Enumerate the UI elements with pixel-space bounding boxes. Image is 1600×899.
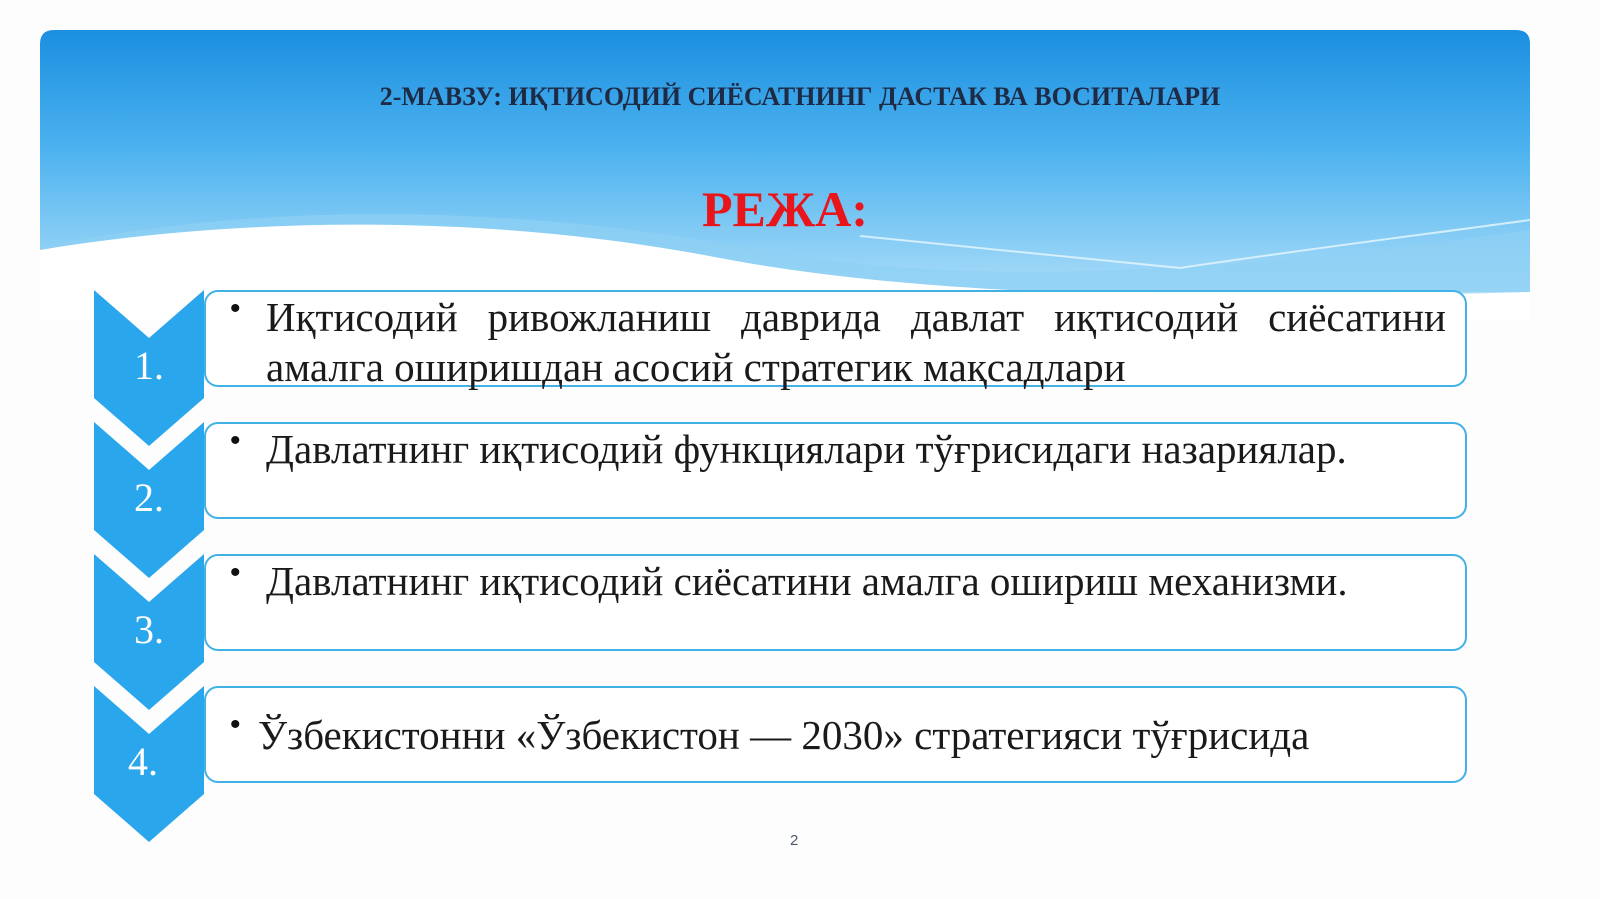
item-box	[204, 422, 1467, 519]
bullet-icon: •	[230, 424, 241, 457]
item-text: Ўзбекистонни «Ўзбекистон — 2030» стратегияси тўғрисида	[258, 712, 1310, 758]
item-text: Давлатнинг иқтисодий сиёсатини амалга ошириш механизми.	[266, 558, 1348, 604]
item-box	[204, 290, 1467, 390]
plan-heading: РЕЖА:	[701, 181, 869, 237]
item-text: Давлатнинг иқтисодий функциялари тўғрисидаги назариялар.	[266, 426, 1347, 472]
item-box	[204, 686, 1467, 783]
item-box	[204, 554, 1467, 651]
plan-item-1	[94, 290, 1474, 430]
item-number: 3.	[134, 607, 164, 652]
plan-item-4	[94, 686, 1474, 826]
item-number: 4.	[128, 739, 158, 784]
plan-item-3	[94, 554, 1474, 694]
item-number: 2.	[134, 475, 164, 520]
page-number: 2	[790, 832, 799, 849]
item-text: Иқтисодий ривожланиш даврида давлат иқтисодий сиёсатини амалга оширишдан асосий стратегик мақсадлари	[266, 294, 1446, 390]
bullet-icon: •	[230, 292, 241, 325]
subject-title: 2-МАВЗУ: ИҚТИСОДИЙ СИЁСАТНИНГ ДАСТАК ВА ВОСИТАЛАРИ	[379, 82, 1221, 111]
bullet-icon: •	[230, 708, 241, 741]
item-number: 1.	[134, 343, 164, 388]
bullet-icon: •	[230, 556, 241, 589]
plan-item-2	[94, 422, 1474, 562]
